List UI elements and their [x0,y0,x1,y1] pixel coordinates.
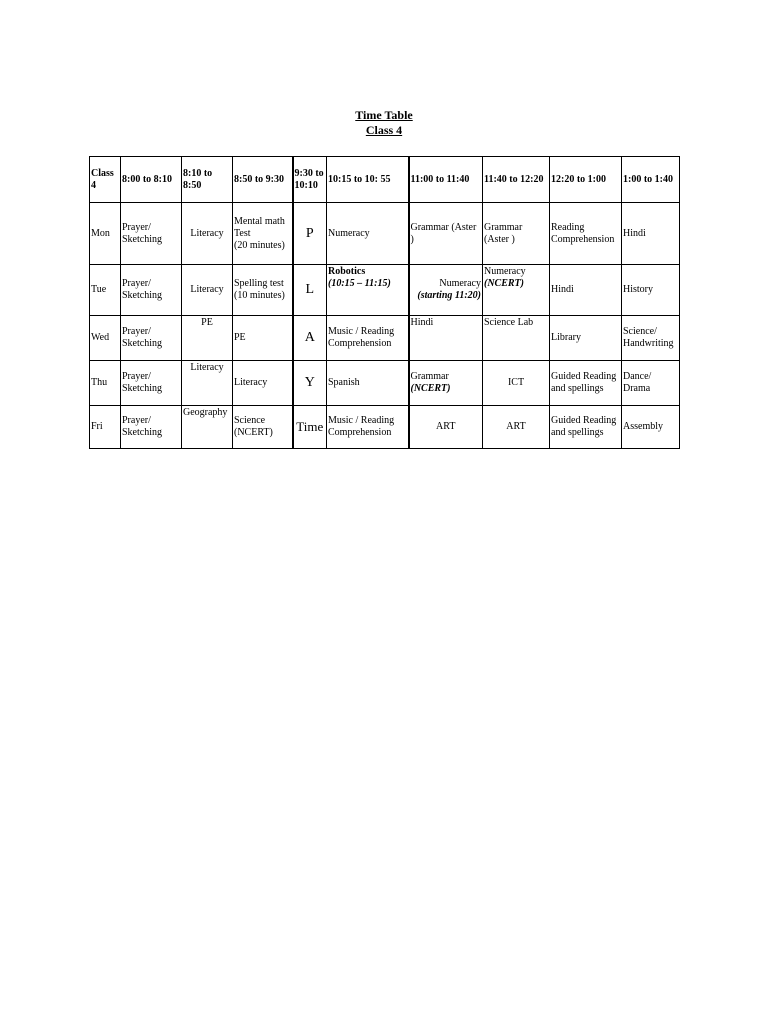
play-letter: Time [293,406,327,449]
play-letter: A [293,316,327,361]
play-letter: L [293,265,327,316]
header-slot: 1:00 to 1:40 [622,157,680,203]
day-label: Wed [90,316,121,361]
header-slot: 11:00 to 11:40 [409,157,483,203]
cell [409,361,483,406]
cell: Guided Reading and spellings [550,361,622,406]
cell-line: (NCERT) [484,278,524,289]
cell: Grammar (Aster ) [409,203,483,265]
cell: Library [550,316,622,361]
cell [233,265,293,316]
cell [327,265,409,316]
cell: Music / Reading Comprehension [327,316,409,361]
cell: ICT [483,361,550,406]
cell: Literacy [182,203,233,265]
cell: Prayer/ Sketching [121,316,182,361]
header-row [90,157,680,203]
cell: PE [233,316,293,361]
cell: Assembly [622,406,680,449]
cell: Prayer/ Sketching [121,203,182,265]
day-label: Tue [90,265,121,316]
cell: Prayer/ Sketching [121,406,182,449]
cell: Hindi [550,265,622,316]
cell-line: Grammar [410,371,449,382]
cell: Spanish [327,361,409,406]
table-row [90,361,680,406]
header-slot: 9:30 to 10:10 [293,157,327,203]
cell [483,265,550,316]
cell: Science Lab [483,316,550,361]
cell: Dance/ Drama [622,361,680,406]
cell: PE [182,316,233,361]
cell-line: (NCERT) [410,383,451,394]
header-slot: 10:15 to 10: 55 [327,157,409,203]
cell: Prayer/ Sketching [121,265,182,316]
day-label: Thu [90,361,121,406]
cell: Guided Reading and spellings [550,406,622,449]
cell [233,203,293,265]
table-row [90,203,680,265]
day-label: Mon [90,203,121,265]
play-letter: Y [293,361,327,406]
timetable [89,156,680,449]
cell-line: (starting 11:20) [417,290,481,301]
cell: Numeracy [327,203,409,265]
header-slot: 11:40 to 12:20 [483,157,550,203]
play-letter: P [293,203,327,265]
cell: Science (NCERT) [233,406,293,449]
cell [409,265,483,316]
cell-line: Numeracy [439,278,481,289]
cell: Reading Comprehension [550,203,622,265]
cell: Music / Reading Comprehension [327,406,409,449]
table-row [90,406,680,449]
cell: ART [483,406,550,449]
cell: Grammar (Aster ) [483,203,550,265]
header-corner: Class 4 [90,157,121,203]
cell-line: (10 minutes) [234,290,285,301]
cell: Prayer/ Sketching [121,361,182,406]
header-slot: 8:10 to 8:50 [182,157,233,203]
page-title: Time Table [355,108,413,122]
day-label: Fri [90,406,121,449]
document-heading [0,108,768,138]
cell: Geography [182,406,233,449]
header-slot: 8:50 to 9:30 [233,157,293,203]
header-slot: 8:00 to 8:10 [121,157,182,203]
page-subtitle: Class 4 [365,123,403,137]
table-row [90,265,680,316]
cell: ART [409,406,483,449]
cell: Literacy [233,361,293,406]
table-row [90,316,680,361]
cell: History [622,265,680,316]
cell-line: Robotics [328,266,366,277]
cell-line: (20 minutes) [234,239,285,251]
cell: Literacy [182,361,233,406]
cell: Science/ Handwriting [622,316,680,361]
header-slot: 12:20 to 1:00 [550,157,622,203]
cell: Hindi [409,316,483,361]
cell-line: Spelling test [234,278,284,289]
cell-line: Mental math Test [234,215,285,239]
cell: Literacy [182,265,233,316]
cell-line: (10:15 – 11:15) [328,278,391,289]
cell: Hindi [622,203,680,265]
cell-line: Numeracy [484,266,526,277]
